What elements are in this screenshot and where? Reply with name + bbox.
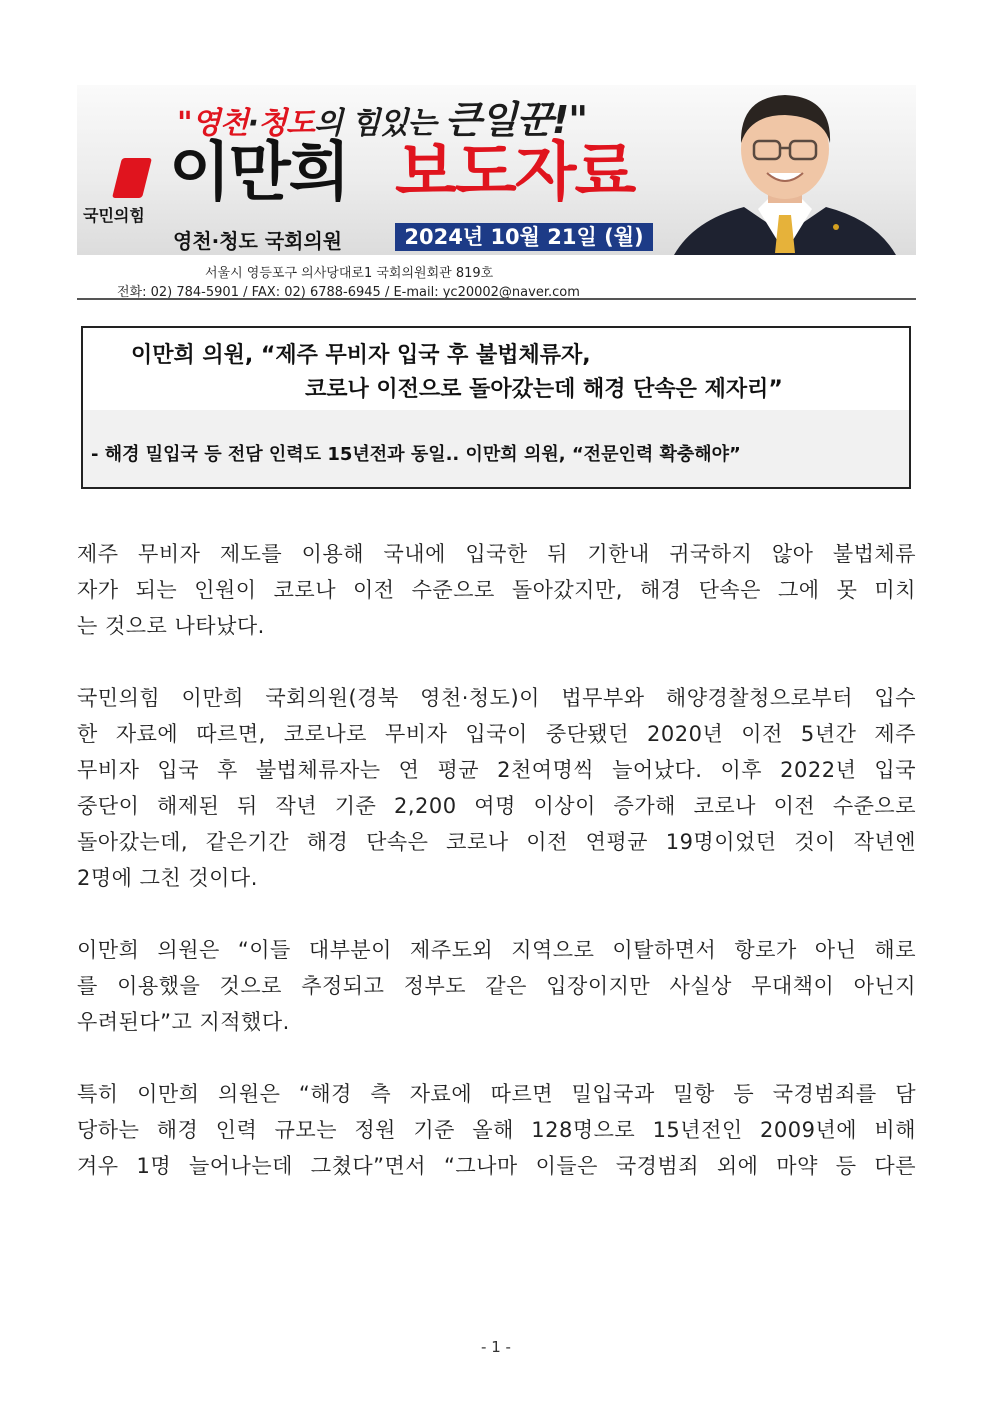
paragraph-2 (77, 680, 916, 896)
press-release-banner (77, 85, 916, 255)
subheadline: - 해경 밀입국 등 전담 인력도 15년전과 동일.. 이만희 의원, “전문인력 확충해야” (91, 444, 741, 465)
contact-info: 전화: 02) 784-5901 / FAX: 02) 6788-6945 / E-mail: yc20002@naver.com (117, 285, 580, 300)
text-line: 국민의힘 이만희 국회의원(경북 영천·청도)이 법무부와 해양경찰청으로부터 입수 (77, 686, 916, 710)
headline-line-1: 이만희 의원, “제주 무비자 입국 후 불법체류자, (131, 343, 591, 368)
party-name: 국민의힘 (83, 206, 145, 225)
text-line: 자가 되는 인원이 코로나 이전 수준으로 돌아갔지만, 해경 단속은 그에 못 미치 (77, 578, 916, 602)
text-line: 는 것으로 나타났다. (77, 614, 265, 638)
paragraph-4 (77, 1076, 916, 1184)
text-line: 한 자료에 따르면, 코로나로 무비자 입국이 중단됐던 2020년 이전 5년간 제주 (77, 722, 916, 746)
text-line: 우려된다”고 지적했다. (77, 1010, 290, 1034)
text-line: 중단이 해제된 뒤 작년 기준 2,200 여명 이상이 증가해 코로나 이전 수준으로 (77, 794, 916, 818)
text-line: 겨우 1명 늘어나는데 그쳤다”면서 “그나마 이들은 국경범죄 외에 마약 등 다른 (77, 1154, 916, 1178)
lawmaker-name: 이만희 (169, 136, 349, 210)
lawmaker-portrait (654, 85, 916, 255)
lawmaker-position: 영천·청도 국회의원 (173, 229, 343, 253)
text-line: 무비자 입국 후 불법체류자는 연 평균 2천여명씩 늘어났다. 이후 2022년 입국 (77, 758, 916, 782)
text-line: 이만희 의원은 “이들 대부분이 제주도외 지역으로 이탈하면서 항로가 아닌 해로 (77, 938, 916, 962)
article-body (77, 536, 916, 1220)
page-number: - 1 - (481, 1338, 511, 1356)
text-line: 당하는 해경 인력 규모는 정원 기준 올해 128명으로 15년전인 2009년에 비해 (77, 1118, 916, 1142)
headline-box (81, 326, 911, 489)
text-line: 특히 이만희 의원은 “해경 측 자료에 따르면 밀입국과 밀항 등 국경범죄를 담 (77, 1082, 916, 1106)
text-line: 제주 무비자 제도를 이용해 국내에 입국한 뒤 기한내 귀국하지 않아 불법체류 (77, 542, 916, 566)
paragraph-1 (77, 536, 916, 644)
text-line: 를 이용했을 것으로 추정되고 정부도 같은 입장이지만 사실상 무대책이 아닌지 (77, 974, 916, 998)
headline-line-2: 코로나 이전으로 돌아갔는데 해경 단속은 제자리” (305, 377, 783, 402)
office-address: 서울시 영등포구 의사당대로1 국회의원회관 819호 (205, 266, 494, 281)
paragraph-3 (77, 932, 916, 1040)
header-divider (77, 298, 916, 300)
document-type: 보도자료 (395, 136, 635, 210)
party-logo-icon (112, 158, 152, 198)
text-line: 돌아갔는데, 같은기간 해경 단속은 코로나 이전 연평균 19명이었던 것이 작년엔 (77, 830, 916, 854)
release-date: 2024년 10월 21일 (월) (395, 223, 653, 251)
text-line: 2명에 그친 것이다. (77, 866, 258, 890)
slogan: "영천·청도의 힘있는 큰일꾼!" (177, 98, 588, 142)
